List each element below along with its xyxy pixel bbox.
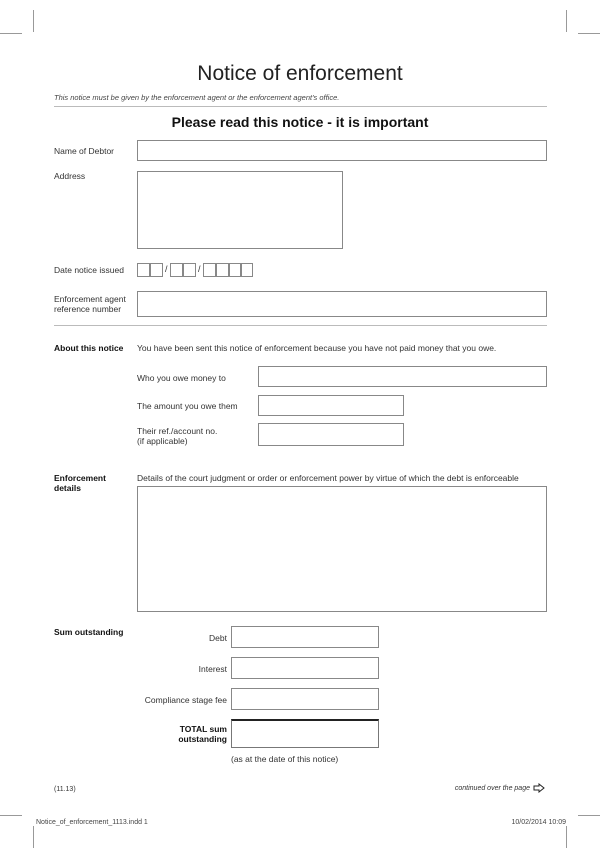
- page-title: Notice of enforcement: [197, 62, 403, 85]
- crop-mark: [566, 10, 567, 32]
- name-of-debtor-field[interactable]: [137, 140, 547, 161]
- agent-ref-label-line: reference number: [54, 304, 122, 314]
- divider: [54, 106, 547, 107]
- date-year-digit-1[interactable]: [203, 263, 216, 277]
- interest-field[interactable]: [231, 657, 379, 679]
- date-notice-issued-label: Date notice issued: [54, 265, 124, 275]
- page-subtitle: This notice must be given by the enforcement agent or the enforcement agent's office.: [54, 93, 340, 102]
- date-separator: /: [198, 264, 201, 274]
- who-owe-field[interactable]: [258, 366, 547, 387]
- enforcement-details-label-line: Enforcement: [54, 473, 106, 483]
- crop-mark: [566, 826, 567, 848]
- continued-note: continued over the page: [454, 785, 530, 792]
- form-code: (11.13): [54, 786, 76, 793]
- amount-owe-label: The amount you owe them: [137, 401, 238, 411]
- divider: [54, 325, 547, 326]
- date-year-digit-3[interactable]: [229, 263, 241, 277]
- as-at-date-note: (as at the date of this notice): [231, 754, 339, 764]
- enforcement-details-label: [54, 473, 106, 493]
- their-ref-label-line: (if applicable): [137, 436, 188, 446]
- date-day-digit-2[interactable]: [150, 263, 163, 277]
- agent-ref-label: [54, 294, 126, 314]
- total-sum-label-line: outstanding: [178, 734, 227, 744]
- their-ref-field[interactable]: [258, 423, 404, 446]
- about-notice-text: You have been sent this notice of enforcement because you have not paid money that you owe.: [137, 343, 497, 353]
- date-separator: /: [165, 264, 168, 274]
- date-year-digit-4[interactable]: [241, 263, 253, 277]
- their-ref-label: [137, 426, 217, 446]
- compliance-fee-field[interactable]: [231, 688, 379, 710]
- enforcement-details-field[interactable]: [137, 486, 547, 612]
- their-ref-label-line: Their ref./account no.: [137, 426, 218, 436]
- section-heading: Please read this notice - it is important: [171, 114, 429, 130]
- debt-field[interactable]: [231, 626, 379, 648]
- date-month-digit-1[interactable]: [170, 263, 183, 277]
- arrow-right-icon: [533, 783, 545, 793]
- file-name: Notice_of_enforcement_1113.indd 1: [36, 819, 148, 826]
- crop-mark: [0, 815, 22, 816]
- address-field[interactable]: [137, 171, 343, 249]
- crop-mark: [33, 10, 34, 32]
- file-timestamp: 10/02/2014 10:09: [511, 819, 566, 826]
- name-of-debtor-label: Name of Debtor: [54, 146, 114, 156]
- sum-outstanding-label: Sum outstanding: [54, 627, 124, 637]
- agent-ref-label-line: Enforcement agent: [54, 294, 126, 304]
- crop-mark: [0, 33, 22, 34]
- crop-mark: [578, 33, 600, 34]
- date-day-digit-1[interactable]: [137, 263, 150, 277]
- crop-mark: [33, 826, 34, 848]
- total-sum-label-line: TOTAL sum: [179, 724, 227, 734]
- agent-ref-field[interactable]: [137, 291, 547, 317]
- amount-owe-field[interactable]: [258, 395, 404, 416]
- date-month-digit-2[interactable]: [183, 263, 196, 277]
- compliance-fee-label: Compliance stage fee: [144, 695, 227, 705]
- debt-label: Debt: [209, 633, 227, 643]
- about-notice-label: About this notice: [54, 343, 124, 353]
- crop-mark: [578, 815, 600, 816]
- address-label: Address: [54, 171, 86, 181]
- total-sum-field[interactable]: [231, 719, 379, 748]
- enforcement-details-text: Details of the court judgment or order or enforcement power by virtue of which the debt is enforceable: [137, 473, 519, 483]
- who-owe-label: Who you owe money to: [137, 373, 226, 383]
- total-sum-label: [130, 724, 227, 744]
- enforcement-details-label-line: details: [54, 483, 81, 493]
- interest-label: Interest: [198, 664, 227, 674]
- date-year-digit-2[interactable]: [216, 263, 229, 277]
